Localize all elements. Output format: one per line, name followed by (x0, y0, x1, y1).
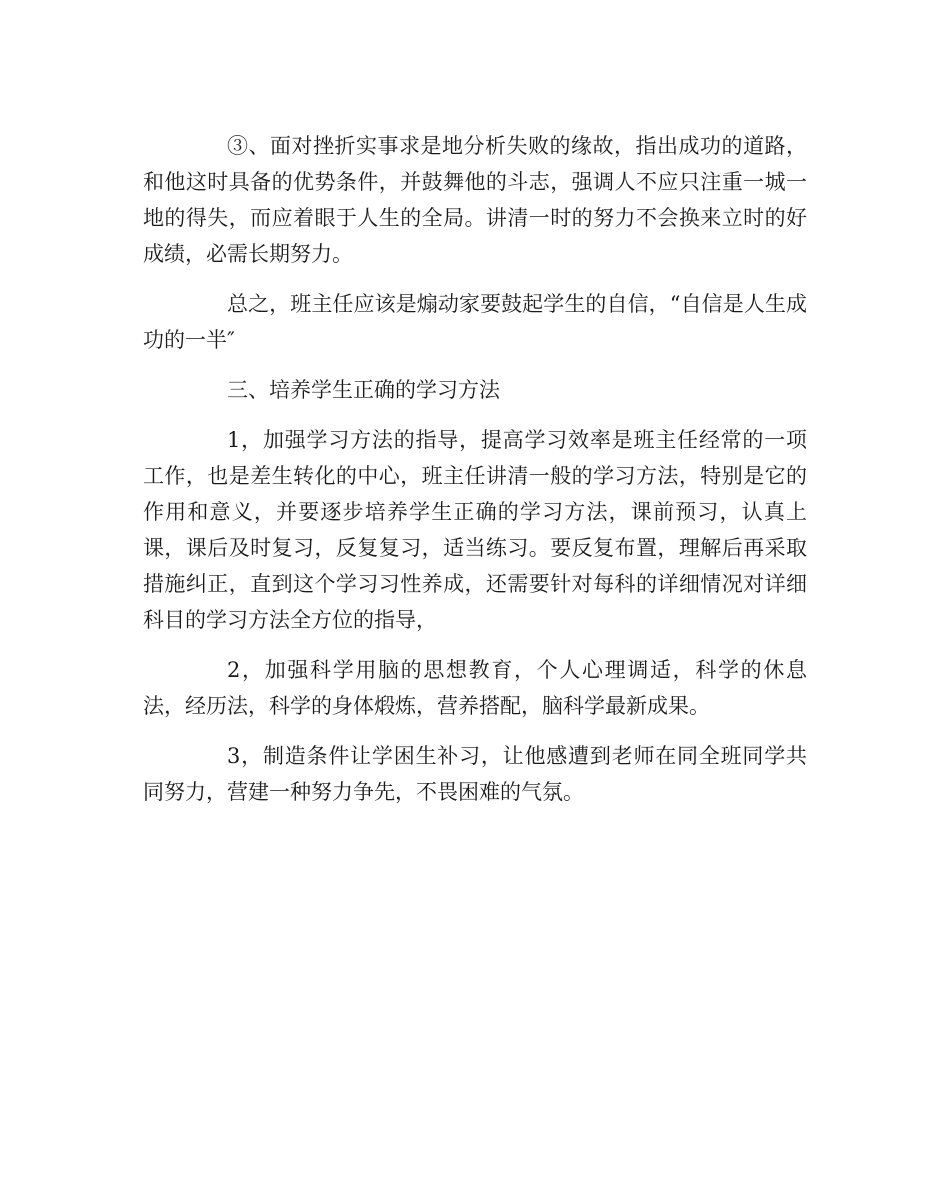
document-body (143, 128, 807, 810)
paragraph-item-2: 2，加强科学用脑的思想教育，个人心理调适，科学的休息法，经历法，科学的身体煅炼，营养搭配，脑科学最新成果。 (143, 658, 807, 718)
paragraph-item-1: 1，加强学习方法的指导，提高学习效率是班主任经常的一项工作，也是差生转化的中心，班主任讲清一般的学习方法，特别是它的作用和意义，并要逐步培养学生正确的学习方法，课前预习，认真上课，课后及时复习，反复复习，适当练习。要反复布置，理解后再采取措施纠正，直到这个学习习性养成，还需要针对每科的详细情况对详细科目的学习方法全方位的指导， (143, 428, 807, 632)
section-heading-study-methods: 三、培养学生正确的学习方法 (227, 378, 500, 402)
paragraph-setback-guidance: ③、面对挫折实事求是地分析失败的缘故，指出成功的道路，和他这时具备的优势条件，并鼓舞他的斗志，强调人不应只注重一城一地的得失，而应着眼于人生的全局。讲清一时的努力不会换来立时的好成绩，必需长期努力。 (143, 134, 807, 266)
paragraph-item-3: 3，制造条件让学困生补习，让他感遭到老师在同全班同学共同努力，营建一种努力争先，不畏困难的气氛。 (143, 744, 807, 804)
paragraph-confidence-summary: 总之，班主任应该是煽动家要鼓起学生的自信，“自信是人生成功的一半″ (143, 292, 807, 352)
